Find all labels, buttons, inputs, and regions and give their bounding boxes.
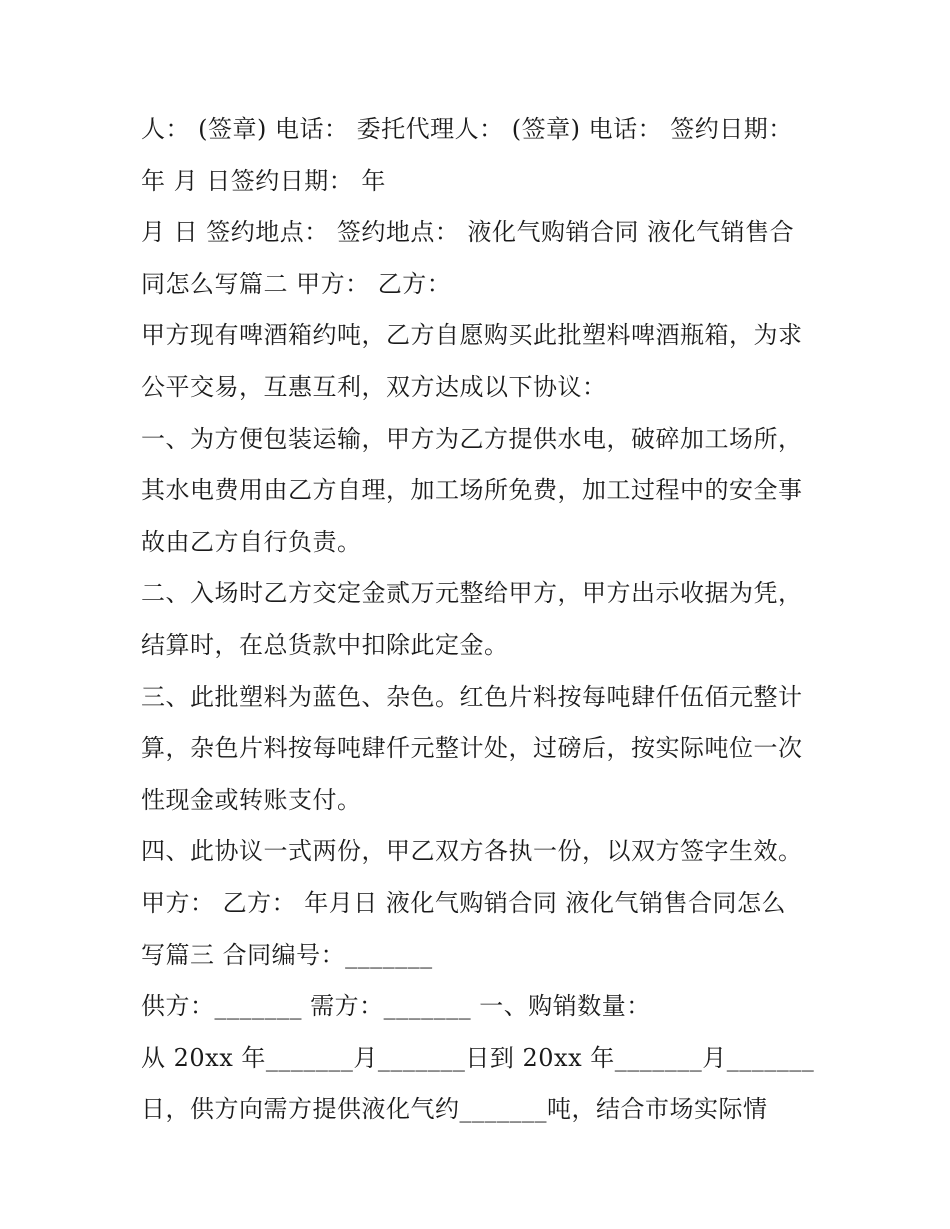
text-line: 一、为方便包装运输，甲方为乙方提供水电，破碎加工场所， [141, 424, 803, 453]
text-line: 算，杂色片料按每吨肆仟元整计处，过磅后，按实际吨位一次 [141, 734, 803, 763]
contract-text [141, 104, 831, 1136]
text-line: 日，供方向需方提供液化气约_______吨，结合市场实际情 [141, 1095, 768, 1124]
text-line: 三、此批塑料为蓝色、杂色。红色片料按每吨肆仟伍佰元整计 [141, 682, 803, 711]
text-line: 结算时，在总货款中扣除此定金。 [141, 630, 509, 659]
text-line: 公平交易，互惠互利，双方达成以下协议： [141, 372, 607, 401]
text-line: 性现金或转账支付。 [141, 785, 362, 814]
text-line: 年 月 日签约日期： 年 [141, 166, 386, 195]
text-line: 人： (签章) 电话： 委托代理人： (签章) 电话： 签约日期： [141, 115, 793, 143]
text-line: 写篇三 合同编号：_______ [141, 940, 433, 969]
text-line: 二、入场时乙方交定金贰万元整给甲方，甲方出示收据为凭， [141, 579, 803, 608]
text-line: 同怎么写篇二 甲方： 乙方： [141, 269, 452, 298]
text-line: 故由乙方自行负责。 [141, 527, 362, 556]
text-line: 从 20xx 年_______月_______日到 20xx 年_______月_______ [141, 1043, 815, 1072]
text-line: 供方：_______ 需方：_______ 一、购销数量： [141, 992, 651, 1021]
text-line: 其水电费用由乙方自理，加工场所免费，加工过程中的安全事 [141, 476, 803, 505]
text-line: 月 日 签约地点： 签约地点： 液化气购销合同 液化气销售合 [141, 218, 795, 247]
text-line: 四、此协议一式两份，甲乙双方各执一份，以双方签字生效。 [141, 837, 803, 866]
text-line: 甲方： 乙方： 年月日 液化气购销合同 液化气销售合同怎么 [141, 888, 787, 917]
text-line: 甲方现有啤酒箱约吨，乙方自愿购买此批塑料啤酒瓶箱，为求 [141, 321, 803, 350]
